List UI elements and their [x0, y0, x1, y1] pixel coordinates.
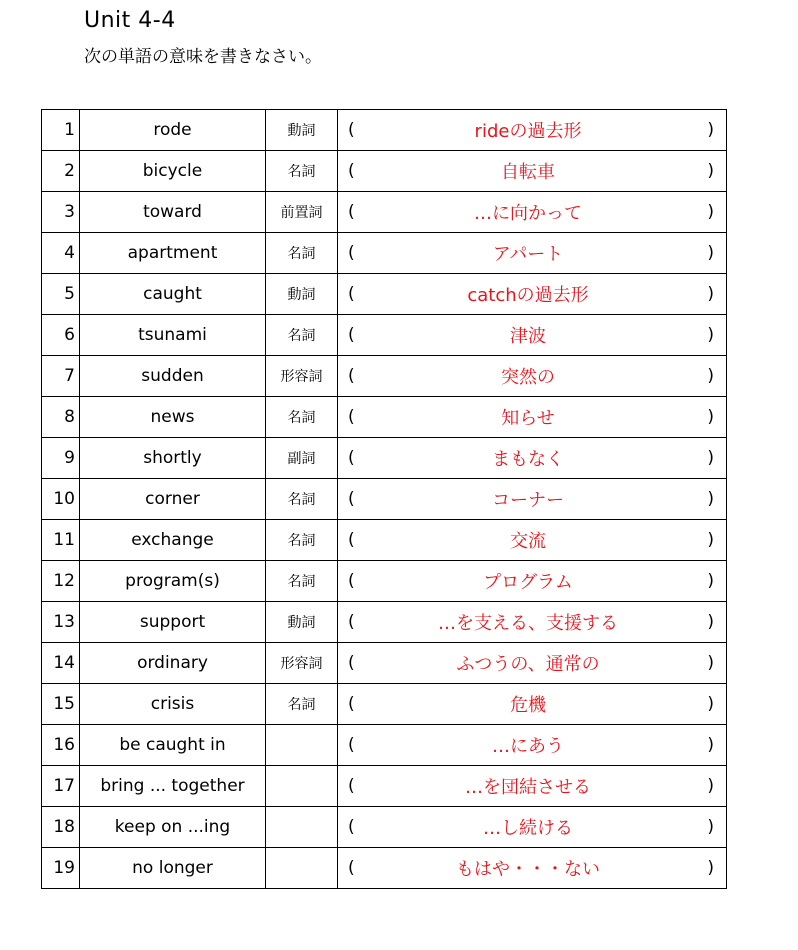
japanese-meaning: 津波: [510, 326, 546, 347]
table-row: [42, 397, 727, 438]
open-paren: (: [348, 571, 355, 591]
open-paren: (: [348, 407, 355, 427]
open-paren: (: [348, 448, 355, 468]
japanese-meaning: …を支える、支援する: [438, 613, 618, 634]
close-paren: ): [707, 571, 714, 591]
row-number: 13: [42, 602, 80, 643]
english-word: rode: [80, 110, 266, 151]
close-paren: ): [707, 202, 714, 222]
meaning-cell: [338, 561, 727, 602]
japanese-meaning: 自転車: [501, 162, 555, 183]
part-of-speech: 名詞: [266, 520, 338, 561]
japanese-meaning: 突然の: [501, 367, 555, 388]
english-word: support: [80, 602, 266, 643]
meaning-cell: [338, 315, 727, 356]
meaning-cell: [338, 274, 727, 315]
table-row: [42, 848, 727, 889]
japanese-meaning: …を団結させる: [465, 777, 591, 798]
open-paren: (: [348, 161, 355, 181]
table-row: [42, 438, 727, 479]
part-of-speech: 名詞: [266, 397, 338, 438]
close-paren: ): [707, 858, 714, 878]
close-paren: ): [707, 284, 714, 304]
meaning-cell: [338, 151, 727, 192]
row-number: 3: [42, 192, 80, 233]
open-paren: (: [348, 776, 355, 796]
close-paren: ): [707, 489, 714, 509]
english-word: bicycle: [80, 151, 266, 192]
instruction-text: 次の単語の意味を書きなさい。: [84, 47, 322, 67]
row-number: 16: [42, 725, 80, 766]
open-paren: (: [348, 817, 355, 837]
close-paren: ): [707, 735, 714, 755]
open-paren: (: [348, 858, 355, 878]
part-of-speech: 動詞: [266, 602, 338, 643]
meaning-cell: [338, 807, 727, 848]
japanese-meaning: 知らせ: [501, 408, 555, 429]
row-number: 4: [42, 233, 80, 274]
part-of-speech: 名詞: [266, 151, 338, 192]
close-paren: ): [707, 530, 714, 550]
table-row: [42, 807, 727, 848]
open-paren: (: [348, 530, 355, 550]
english-word: no longer: [80, 848, 266, 889]
meaning-cell: [338, 725, 727, 766]
english-word: apartment: [80, 233, 266, 274]
row-number: 11: [42, 520, 80, 561]
close-paren: ): [707, 243, 714, 263]
row-number: 5: [42, 274, 80, 315]
open-paren: (: [348, 120, 355, 140]
row-number: 6: [42, 315, 80, 356]
close-paren: ): [707, 776, 714, 796]
meaning-cell: [338, 602, 727, 643]
row-number: 14: [42, 643, 80, 684]
english-word: bring ... together: [80, 766, 266, 807]
part-of-speech: 動詞: [266, 110, 338, 151]
english-word: be caught in: [80, 725, 266, 766]
part-of-speech: 形容詞: [266, 356, 338, 397]
open-paren: (: [348, 612, 355, 632]
row-number: 2: [42, 151, 80, 192]
english-word: tsunami: [80, 315, 266, 356]
english-word: corner: [80, 479, 266, 520]
japanese-meaning: ふつうの、通常の: [456, 654, 600, 675]
table-row: [42, 274, 727, 315]
part-of-speech: 副詞: [266, 438, 338, 479]
table-row: [42, 766, 727, 807]
japanese-meaning: コーナー: [492, 490, 564, 511]
open-paren: (: [348, 325, 355, 345]
part-of-speech: 前置詞: [266, 192, 338, 233]
close-paren: ): [707, 325, 714, 345]
english-word: news: [80, 397, 266, 438]
japanese-meaning: catchの過去形: [467, 285, 589, 306]
table-row: [42, 479, 727, 520]
english-word: ordinary: [80, 643, 266, 684]
table-row: [42, 110, 727, 151]
table-row: [42, 233, 727, 274]
part-of-speech: 名詞: [266, 233, 338, 274]
part-of-speech: 動詞: [266, 274, 338, 315]
japanese-meaning: プログラム: [483, 572, 573, 593]
vocabulary-table: [41, 109, 727, 889]
row-number: 12: [42, 561, 80, 602]
english-word: toward: [80, 192, 266, 233]
open-paren: (: [348, 489, 355, 509]
english-word: program(s): [80, 561, 266, 602]
part-of-speech: [266, 807, 338, 848]
english-word: crisis: [80, 684, 266, 725]
close-paren: ): [707, 366, 714, 386]
meaning-cell: [338, 233, 727, 274]
part-of-speech: 名詞: [266, 684, 338, 725]
page-title: Unit 4-4: [84, 8, 176, 33]
meaning-cell: [338, 479, 727, 520]
table-row: [42, 684, 727, 725]
close-paren: ): [707, 612, 714, 632]
close-paren: ): [707, 653, 714, 673]
meaning-cell: [338, 397, 727, 438]
meaning-cell: [338, 438, 727, 479]
row-number: 1: [42, 110, 80, 151]
meaning-cell: [338, 684, 727, 725]
japanese-meaning: アパート: [492, 244, 564, 265]
table-row: [42, 602, 727, 643]
part-of-speech: 形容詞: [266, 643, 338, 684]
meaning-cell: [338, 110, 727, 151]
meaning-cell: [338, 848, 727, 889]
open-paren: (: [348, 243, 355, 263]
row-number: 7: [42, 356, 80, 397]
table-row: [42, 192, 727, 233]
english-word: sudden: [80, 356, 266, 397]
open-paren: (: [348, 284, 355, 304]
close-paren: ): [707, 817, 714, 837]
row-number: 15: [42, 684, 80, 725]
open-paren: (: [348, 694, 355, 714]
english-word: caught: [80, 274, 266, 315]
meaning-cell: [338, 766, 727, 807]
meaning-cell: [338, 356, 727, 397]
table-row: [42, 520, 727, 561]
table-row: [42, 151, 727, 192]
part-of-speech: 名詞: [266, 561, 338, 602]
open-paren: (: [348, 366, 355, 386]
row-number: 10: [42, 479, 80, 520]
meaning-cell: [338, 520, 727, 561]
part-of-speech: 名詞: [266, 479, 338, 520]
japanese-meaning: もはや・・・ない: [456, 859, 600, 880]
meaning-cell: [338, 643, 727, 684]
part-of-speech: [266, 725, 338, 766]
table-row: [42, 643, 727, 684]
english-word: exchange: [80, 520, 266, 561]
japanese-meaning: …に向かって: [474, 203, 582, 224]
close-paren: ): [707, 694, 714, 714]
row-number: 17: [42, 766, 80, 807]
part-of-speech: [266, 766, 338, 807]
english-word: shortly: [80, 438, 266, 479]
open-paren: (: [348, 735, 355, 755]
japanese-meaning: …にあう: [492, 736, 564, 757]
close-paren: ): [707, 448, 714, 468]
row-number: 8: [42, 397, 80, 438]
table-row: [42, 356, 727, 397]
table-row: [42, 561, 727, 602]
japanese-meaning: …し続ける: [483, 818, 573, 839]
part-of-speech: 名詞: [266, 315, 338, 356]
japanese-meaning: rideの過去形: [474, 121, 582, 142]
close-paren: ): [707, 120, 714, 140]
vocabulary-table-body: [42, 110, 727, 889]
english-word: keep on ...ing: [80, 807, 266, 848]
table-row: [42, 725, 727, 766]
open-paren: (: [348, 202, 355, 222]
japanese-meaning: まもなく: [492, 449, 564, 470]
row-number: 18: [42, 807, 80, 848]
open-paren: (: [348, 653, 355, 673]
japanese-meaning: 交流: [510, 531, 546, 552]
row-number: 19: [42, 848, 80, 889]
japanese-meaning: 危機: [510, 695, 546, 716]
part-of-speech: [266, 848, 338, 889]
table-row: [42, 315, 727, 356]
close-paren: ): [707, 407, 714, 427]
row-number: 9: [42, 438, 80, 479]
meaning-cell: [338, 192, 727, 233]
close-paren: ): [707, 161, 714, 181]
